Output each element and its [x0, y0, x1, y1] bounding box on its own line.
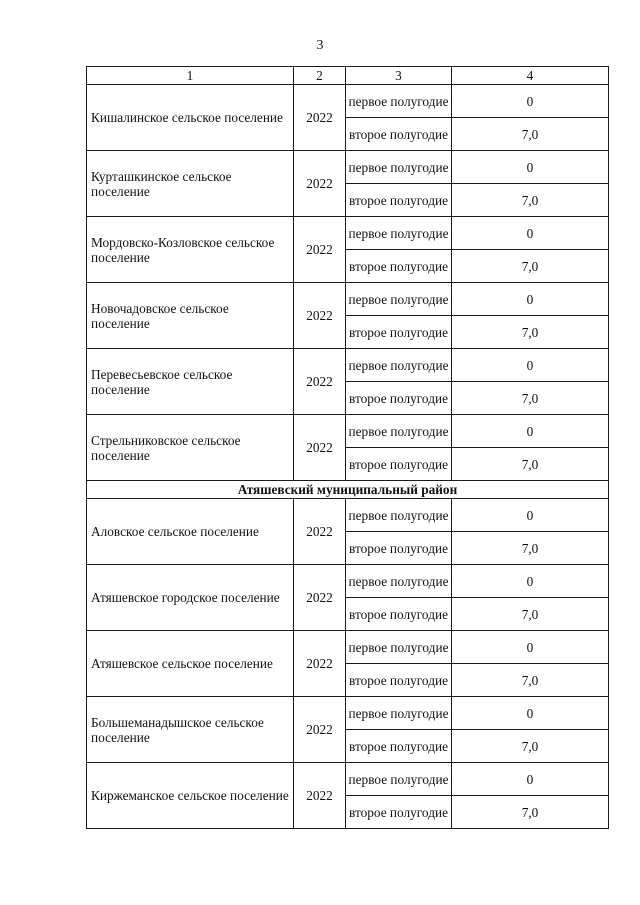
district-section-title: Атяшевский муниципальный район — [87, 481, 609, 499]
year-cell: 2022 — [294, 151, 346, 217]
period-cell: первое полугодие — [346, 763, 452, 796]
value-cell: 0 — [452, 415, 609, 448]
period-cell: первое полугодие — [346, 349, 452, 382]
period-cell: первое полугодие — [346, 217, 452, 250]
value-cell: 0 — [452, 85, 609, 118]
value-cell: 7,0 — [452, 448, 609, 481]
value-cell: 0 — [452, 631, 609, 664]
value-cell: 7,0 — [452, 382, 609, 415]
settlement-name: Атяшевское городское поселение — [87, 565, 294, 631]
value-cell: 0 — [452, 283, 609, 316]
settlements-table-container — [86, 66, 608, 829]
value-cell: 0 — [452, 499, 609, 532]
column-header-3: 3 — [346, 67, 452, 85]
settlement-row-first-half — [87, 217, 609, 250]
year-cell: 2022 — [294, 499, 346, 565]
period-cell: второе полугодие — [346, 532, 452, 565]
settlement-row-first-half — [87, 697, 609, 730]
period-cell: второе полугодие — [346, 448, 452, 481]
settlement-row-first-half — [87, 631, 609, 664]
value-cell: 7,0 — [452, 796, 609, 829]
settlement-name: Курташкинское сельское поселение — [87, 151, 294, 217]
period-cell: первое полугодие — [346, 631, 452, 664]
settlement-row-first-half — [87, 349, 609, 382]
period-cell: второе полугодие — [346, 730, 452, 763]
year-cell: 2022 — [294, 565, 346, 631]
value-cell: 7,0 — [452, 664, 609, 697]
column-header-4: 4 — [452, 67, 609, 85]
settlement-row-first-half — [87, 565, 609, 598]
settlement-row-first-half — [87, 283, 609, 316]
table-body — [87, 67, 609, 829]
value-cell: 0 — [452, 697, 609, 730]
column-header-2: 2 — [294, 67, 346, 85]
settlement-name: Атяшевское сельское поселение — [87, 631, 294, 697]
settlement-row-first-half — [87, 151, 609, 184]
settlements-table — [86, 66, 609, 829]
year-cell: 2022 — [294, 763, 346, 829]
settlement-name: Кишалинское сельское поселение — [87, 85, 294, 151]
value-cell: 7,0 — [452, 184, 609, 217]
settlement-row-first-half — [87, 85, 609, 118]
period-cell: второе полугодие — [346, 382, 452, 415]
value-cell: 0 — [452, 151, 609, 184]
period-cell: второе полугодие — [346, 118, 452, 151]
value-cell: 7,0 — [452, 598, 609, 631]
settlement-name: Киржеманское сельское поселение — [87, 763, 294, 829]
settlement-row-first-half — [87, 499, 609, 532]
year-cell: 2022 — [294, 631, 346, 697]
value-cell: 0 — [452, 349, 609, 382]
year-cell: 2022 — [294, 349, 346, 415]
value-cell: 7,0 — [452, 118, 609, 151]
page-number: 3 — [316, 38, 324, 53]
period-cell: первое полугодие — [346, 499, 452, 532]
period-cell: первое полугодие — [346, 415, 452, 448]
value-cell: 0 — [452, 565, 609, 598]
period-cell: второе полугодие — [346, 598, 452, 631]
settlement-name: Мордовско-Козловское сельское поселение — [87, 217, 294, 283]
settlement-name: Стрельниковское сельское поселение — [87, 415, 294, 481]
period-cell: первое полугодие — [346, 565, 452, 598]
settlement-name: Перевесьевское сельское поселение — [87, 349, 294, 415]
value-cell: 0 — [452, 217, 609, 250]
settlement-name: Новочадовское сельское поселение — [87, 283, 294, 349]
value-cell: 7,0 — [452, 316, 609, 349]
year-cell: 2022 — [294, 415, 346, 481]
year-cell: 2022 — [294, 283, 346, 349]
period-cell: второе полугодие — [346, 316, 452, 349]
value-cell: 7,0 — [452, 532, 609, 565]
year-cell: 2022 — [294, 217, 346, 283]
value-cell: 7,0 — [452, 730, 609, 763]
period-cell: первое полугодие — [346, 697, 452, 730]
period-cell: второе полугодие — [346, 664, 452, 697]
year-cell: 2022 — [294, 697, 346, 763]
column-number-row — [87, 67, 609, 85]
period-cell: второе полугодие — [346, 250, 452, 283]
settlement-row-first-half — [87, 415, 609, 448]
year-cell: 2022 — [294, 85, 346, 151]
settlement-row-first-half — [87, 763, 609, 796]
value-cell: 7,0 — [452, 250, 609, 283]
period-cell: первое полугодие — [346, 85, 452, 118]
period-cell: второе полугодие — [346, 184, 452, 217]
settlement-name: Большеманадышское сельское поселение — [87, 697, 294, 763]
period-cell: второе полугодие — [346, 796, 452, 829]
column-header-1: 1 — [87, 67, 294, 85]
settlement-name: Аловское сельское поселение — [87, 499, 294, 565]
value-cell: 0 — [452, 763, 609, 796]
district-section-row — [87, 481, 609, 499]
period-cell: первое полугодие — [346, 151, 452, 184]
period-cell: первое полугодие — [346, 283, 452, 316]
